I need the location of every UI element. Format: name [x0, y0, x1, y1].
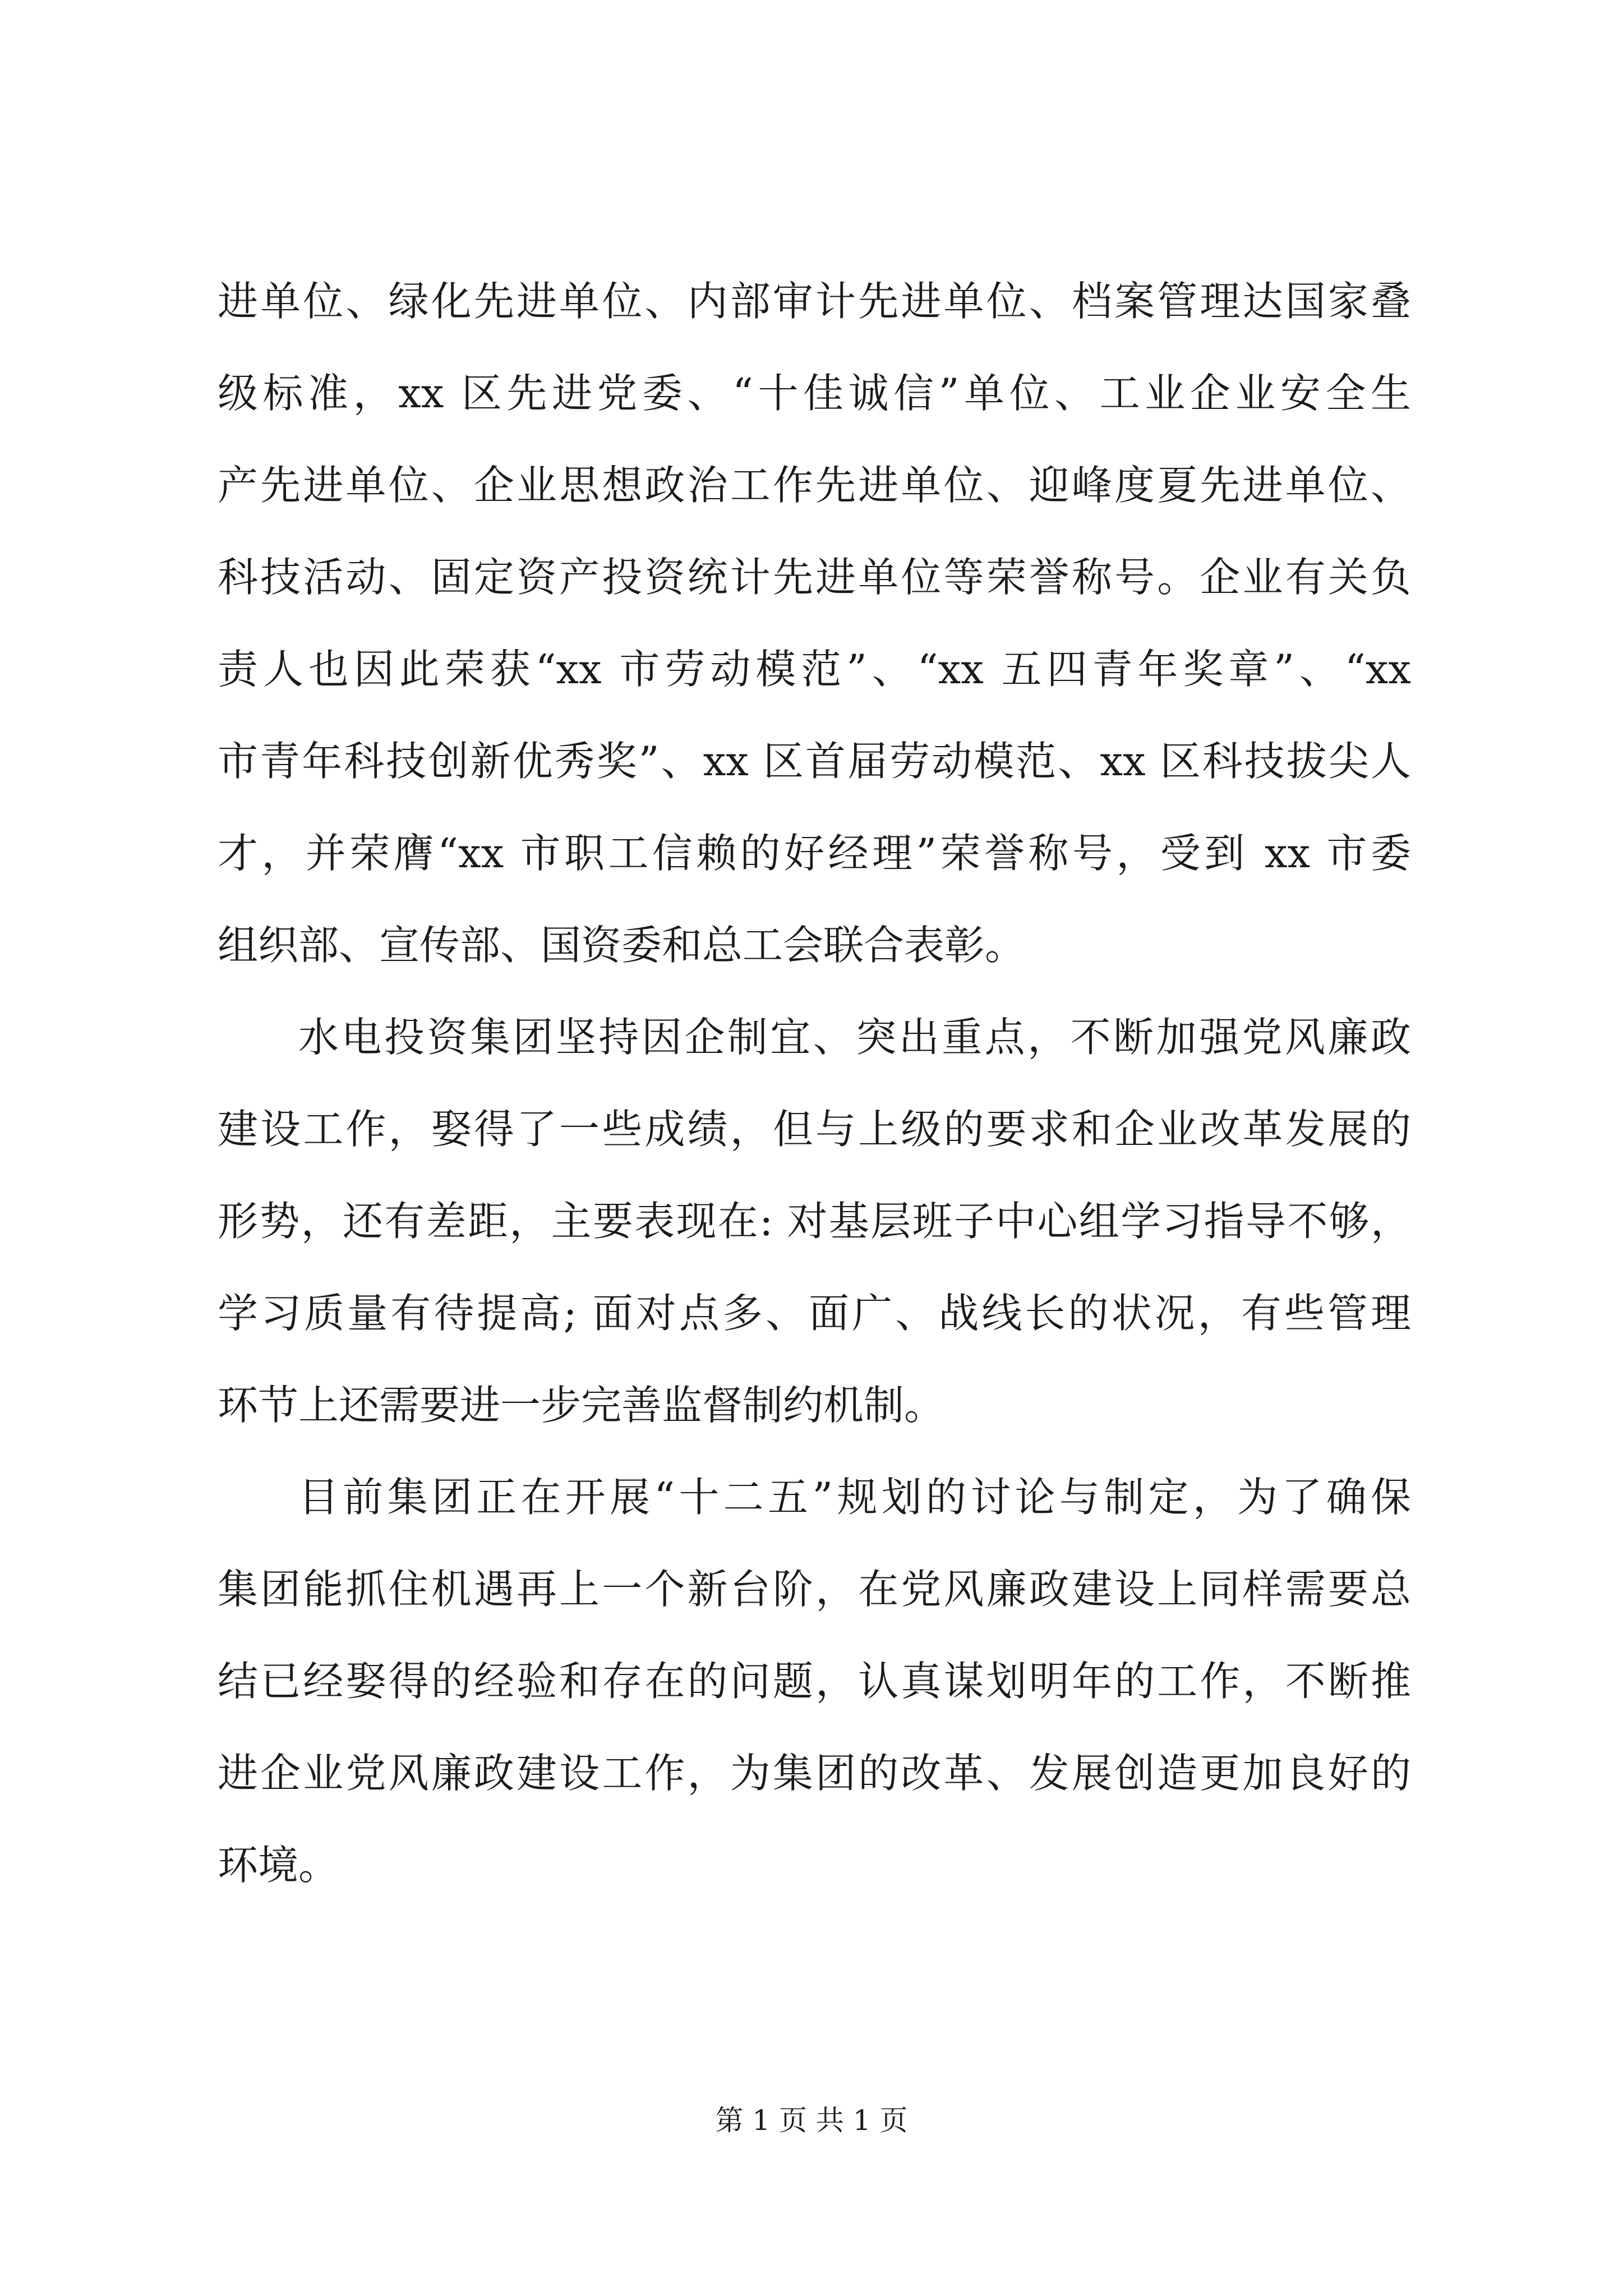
- text-line: 目前集团正在开展“十二五”规划的讨论与制定，为了确保: [298, 1474, 1411, 1521]
- text-line: 市青年科技创新优秀奖”、xx 区首届劳动模范、xx 区科技拔尖人: [218, 738, 1411, 785]
- text-line: 组织部、宣传部、国资委和总工会联合表彰。: [218, 922, 1026, 969]
- text-line: 才，并荣膺“xx 市职工信赖的好经理”荣誉称号，受到 xx 市委: [218, 830, 1411, 877]
- text-line: 产先进单位、企业思想政治工作先进单位、迎峰度夏先进单位、: [218, 462, 1411, 509]
- text-line: 集团能抓住机遇再上一个新台阶，在党风廉政建设上同样需要总: [218, 1566, 1411, 1613]
- text-line: 水电投资集团坚持因企制宜、突出重点，不断加强党风廉政: [298, 1014, 1411, 1061]
- document-body: [218, 255, 1411, 1911]
- text-line: 形势，还有差距，主要表现在: 对基层班子中心组学习指导不够，: [218, 1198, 1411, 1245]
- text-line: 环节上还需要进一步完善监督制约机制。: [218, 1382, 945, 1429]
- text-line: 级标准，xx 区先进党委、“十佳诚信”单位、工业企业安全生: [218, 370, 1411, 417]
- text-line: 进单位、绿化先进单位、内部审计先进单位、档案管理达国家叠: [218, 278, 1411, 325]
- text-line: 责人也因此荣获“xx 市劳动模范”、“xx 五四青年奖章”、“xx: [218, 646, 1411, 693]
- page-number-footer: 第 1 页 共 1 页: [715, 2104, 908, 2137]
- text-line: 学习质量有待提高; 面对点多、面广、战线长的状况，有些管理: [218, 1290, 1411, 1337]
- text-line: 科技活动、固定资产投资统计先进单位等荣誉称号。企业有关负: [218, 554, 1411, 601]
- text-line: 进企业党风廉政建设工作，为集团的改革、发展创造更加良好的: [218, 1750, 1411, 1797]
- text-line: 环境。: [218, 1842, 339, 1889]
- text-line: 建设工作，娶得了一些成绩，但与上级的要求和企业改革发展的: [218, 1106, 1411, 1153]
- text-line: 结已经娶得的经验和存在的问题，认真谋划明年的工作，不断推: [218, 1658, 1411, 1705]
